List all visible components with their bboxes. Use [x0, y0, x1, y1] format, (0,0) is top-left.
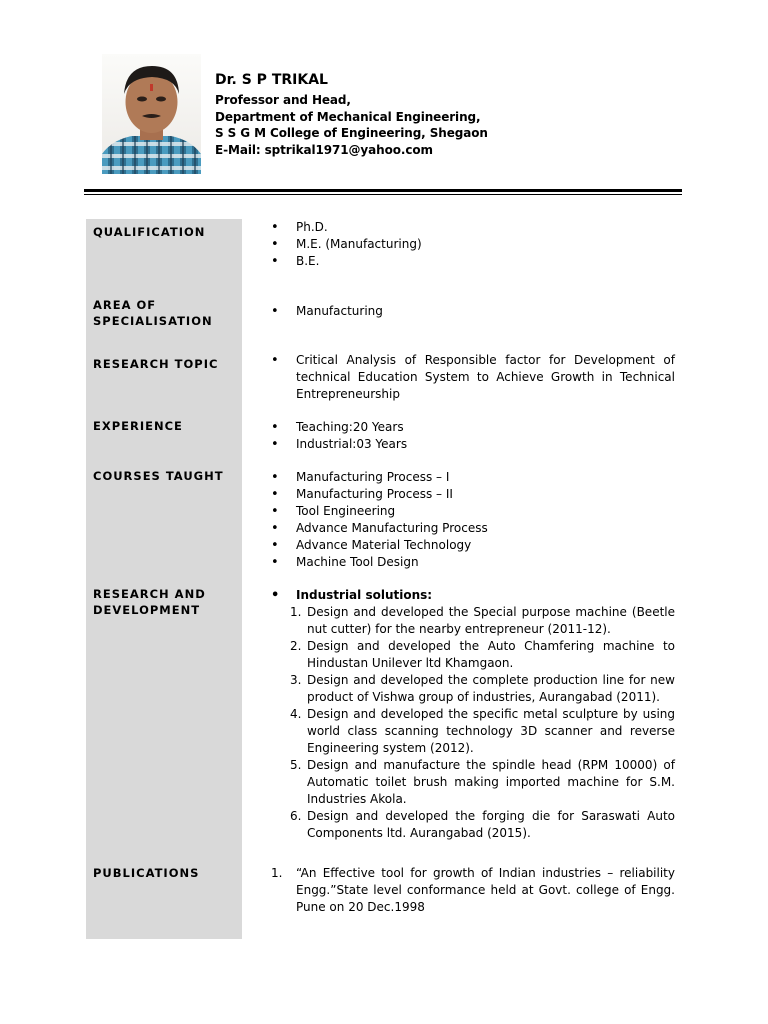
courses-content [258, 469, 675, 571]
email-line[interactable]: E-Mail: sptrikal1971@yahoo.com [215, 142, 433, 157]
qualification-content [258, 219, 675, 270]
numbered-item: 3. Design and developed the complete production line for new product of Vishwa group of industries, Aurangabad (2011). [290, 673, 675, 704]
header-divider-thick [84, 189, 682, 192]
specialisation-content [258, 303, 675, 320]
numbered-item: 2. Design and developed the Auto Chamfering machine to Hindustan Unilever ltd Khamgaon. [290, 639, 675, 670]
numbered-item: 1. Design and developed the Special purpose machine (Beetle nut cutter) for the nearby entrepreneur (2011-12). [290, 605, 675, 636]
profile-photo [102, 54, 201, 174]
experience-content [258, 419, 675, 453]
label-research-development: RESEARCH AND DEVELOPMENT [93, 587, 206, 617]
list-item: • Critical Analysis of Responsible factor for Development of technical Education System to Achieve Growth in Technical Entrepreneurship [258, 352, 675, 403]
list-item: • Ph.D. [258, 219, 675, 236]
list-item: • B.E. [258, 253, 675, 270]
list-item: • Manufacturing Process – I [258, 469, 675, 486]
list-item: • Tool Engineering [258, 503, 675, 520]
label-publications: PUBLICATIONS [93, 866, 200, 880]
list-item: • M.E. (Manufacturing) [258, 236, 675, 253]
rnd-numbered-list [258, 604, 675, 842]
list-item: • Industrial solutions: [258, 587, 675, 604]
label-experience: EXPERIENCE [93, 419, 183, 433]
college-line: S S G M College of Engineering, Shegaon [215, 126, 488, 140]
research-topic-content [258, 352, 675, 403]
header-divider-thin [84, 194, 682, 195]
numbered-item: 6. Design and developed the forging die for Saraswati Auto Components ltd. Aurangabad (2015). [290, 809, 675, 840]
designation-line: Professor and Head, [215, 93, 351, 107]
person-name: Dr. S P TRIKAL [215, 72, 328, 88]
list-item: • Machine Tool Design [258, 554, 675, 571]
label-qualification: QUALIFICATION [93, 225, 206, 239]
list-item: • Teaching:20 Years [258, 419, 675, 436]
list-item: • Industrial:03 Years [258, 436, 675, 453]
numbered-item: 5. Design and manufacture the spindle head (RPM 10000) of Automatic toilet brush making imported machine for S.M. Industries Akola. [290, 758, 675, 806]
label-specialisation: AREA OF SPECIALISATION [93, 298, 213, 328]
list-item: • Manufacturing [258, 303, 675, 320]
header-block [215, 72, 488, 158]
list-item: • Manufacturing Process – II [258, 486, 675, 503]
list-item: • Advance Material Technology [258, 537, 675, 554]
numbered-item: 4. Design and developed the specific metal sculpture by using world class scanning technology 3D scanner and reverse Engineering system (2012). [290, 707, 675, 755]
department-line: Department of Mechanical Engineering, [215, 109, 481, 124]
label-research-topic: RESEARCH TOPIC [93, 357, 219, 371]
numbered-item: 1. “An Effective tool for growth of Indian industries – reliability Engg.”State level conformance held at Govt. college of Engg. Pune on 20 Dec.1998 [271, 866, 675, 914]
list-item: • Advance Manufacturing Process [258, 520, 675, 537]
publications-content [258, 865, 675, 916]
label-courses-taught: COURSES TAUGHT [93, 469, 224, 483]
rnd-content [258, 587, 675, 842]
